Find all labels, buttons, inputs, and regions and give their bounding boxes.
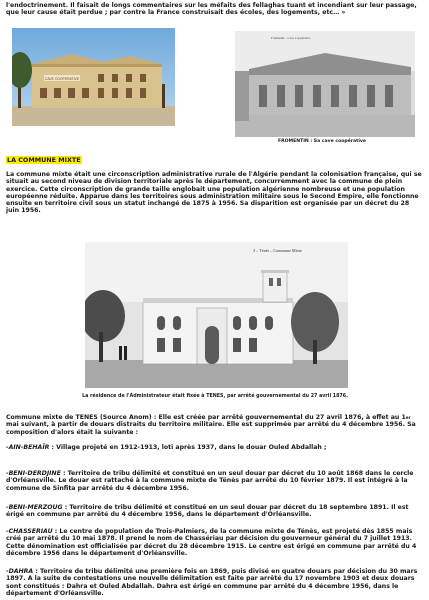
section-heading: LA COMMUNE MIXTE — [7, 156, 81, 164]
entry-label: -BENI-DERDJINE — [6, 470, 61, 477]
entry-label: -DAHRA — [6, 568, 34, 575]
tenes-text-b: mai suivant, à partir de douars distraits du territoire militaire. Elle est supprimée par arrêté du 4 décembre 1956. Sa composition d'alors était la suivante : — [6, 421, 416, 436]
mid-sign-text: 3 – Ténès – Commune Mixte — [253, 248, 302, 253]
superscript: er — [405, 415, 411, 420]
entry-text: : Le centre de population de Trois-Palmiers, de la commune mixte de Ténès, est projeté dès 1855 mais créé par arrêté du 10 mai 1878. Il prend le nom de Chassériau par décision du gouverneur général du 7 juillet 1913. Cette dénomination est officialisée par décret du 28 décembre 1915. Le centre est érigé en commune par arrêté du 4 décembre 1956 dans le département d'Orléansville. — [6, 528, 417, 557]
entry-text: : Territoire de tribu délimité et constitué en un seul douar par décret du 18 septembre 1891. Il est érigé en commune par arrêté du 4 décembre 1956, dans le département d'Orléansville. — [6, 504, 409, 519]
dahra-paragraph — [6, 568, 422, 597]
fromentin-caption: FROMENTIN : Sa cave coopérative — [277, 139, 367, 144]
tenes-paragraph — [6, 414, 422, 436]
ain-behair-paragraph — [6, 444, 422, 451]
entry-label: -AIN-BEHAÏR — [6, 444, 50, 451]
entry-label: -BENI-MERZOUG — [6, 504, 63, 511]
beni-derdjine-paragraph — [6, 470, 422, 492]
cave-cooperative-photo — [12, 28, 175, 126]
intro-paragraph: l'endoctrinement. Il faisait de longs commentaires sur les méfaits des fellaghas tuant et incendiant sur leur passage, que leur cause était perdue ; par contre la France construisait des écoles, des logements, etc… » — [6, 2, 417, 17]
chasseriau-paragraph — [6, 528, 422, 557]
entry-text: : Territoire de tribu délimité une première fois en 1869, puis divisé en quatre douars par décision du 30 mars 1897. A la suite de contestations une nouvelle délimitation est faite par arrêté du 17 novembre 1903 et deux douars sont constitués : Dahra et Ouled Abdallah. Dahra est érigé en commune par arrêté du 4 décembre 1956, dans le département d'Orléansville. — [6, 568, 418, 597]
commune-mixte-paragraph: La commune mixte était une circonscription administrative rurale de l'Algérie pendant la colonisation française, qui se situait au second niveau de division territoriale après le département, concurremment avec la commune de plein exercice. Cette circonscription de grande taille englobait une population algérienne nombreuse et une population européenne réduite. Apparue dans les territoires sous administration militaire sous le Second Empire, elle fonctionne ensuite en territoire civil sous un statut inchangé de 1875 à 1956. Sa disparition est organisée par un décret du 28 juin 1956. — [6, 171, 422, 215]
entry-text: : Territoire de tribu délimité et constitué en un seul douar par décret du 10 août 1868 dans le cercle d'Orléansville. Le douar est rattaché à la commune mixte de Ténès par arrêté du 10 février 1879. Il est intégré à la commune de Sinfita par arrêté du 4 décembre 1956. — [6, 470, 414, 492]
entry-label: -CHASSERIAU — [6, 528, 53, 535]
residence-photo — [85, 242, 348, 388]
right-sign-text: Fromentin – Cave Coopérative — [271, 36, 311, 40]
tenes-text-a: Commune mixte de TENES (Source Anom) : Elle est créée par arrêté gouvernemental du 27 avril 1876, à effet au 1 — [6, 414, 406, 421]
fromentin-old-photo — [235, 31, 415, 137]
beni-merzoug-paragraph — [6, 504, 422, 519]
left-sign-text: CAVE COOPERATIVE — [44, 77, 80, 81]
entry-text: : Village projeté en 1912-1913, loti après 1937, dans le douar Ouled Abdallah ; — [49, 444, 327, 451]
residence-caption: La résidence de l'Administrateur était fixée à TENES, par arrêté gouvernemental du 27 avril 1876. — [82, 394, 348, 399]
